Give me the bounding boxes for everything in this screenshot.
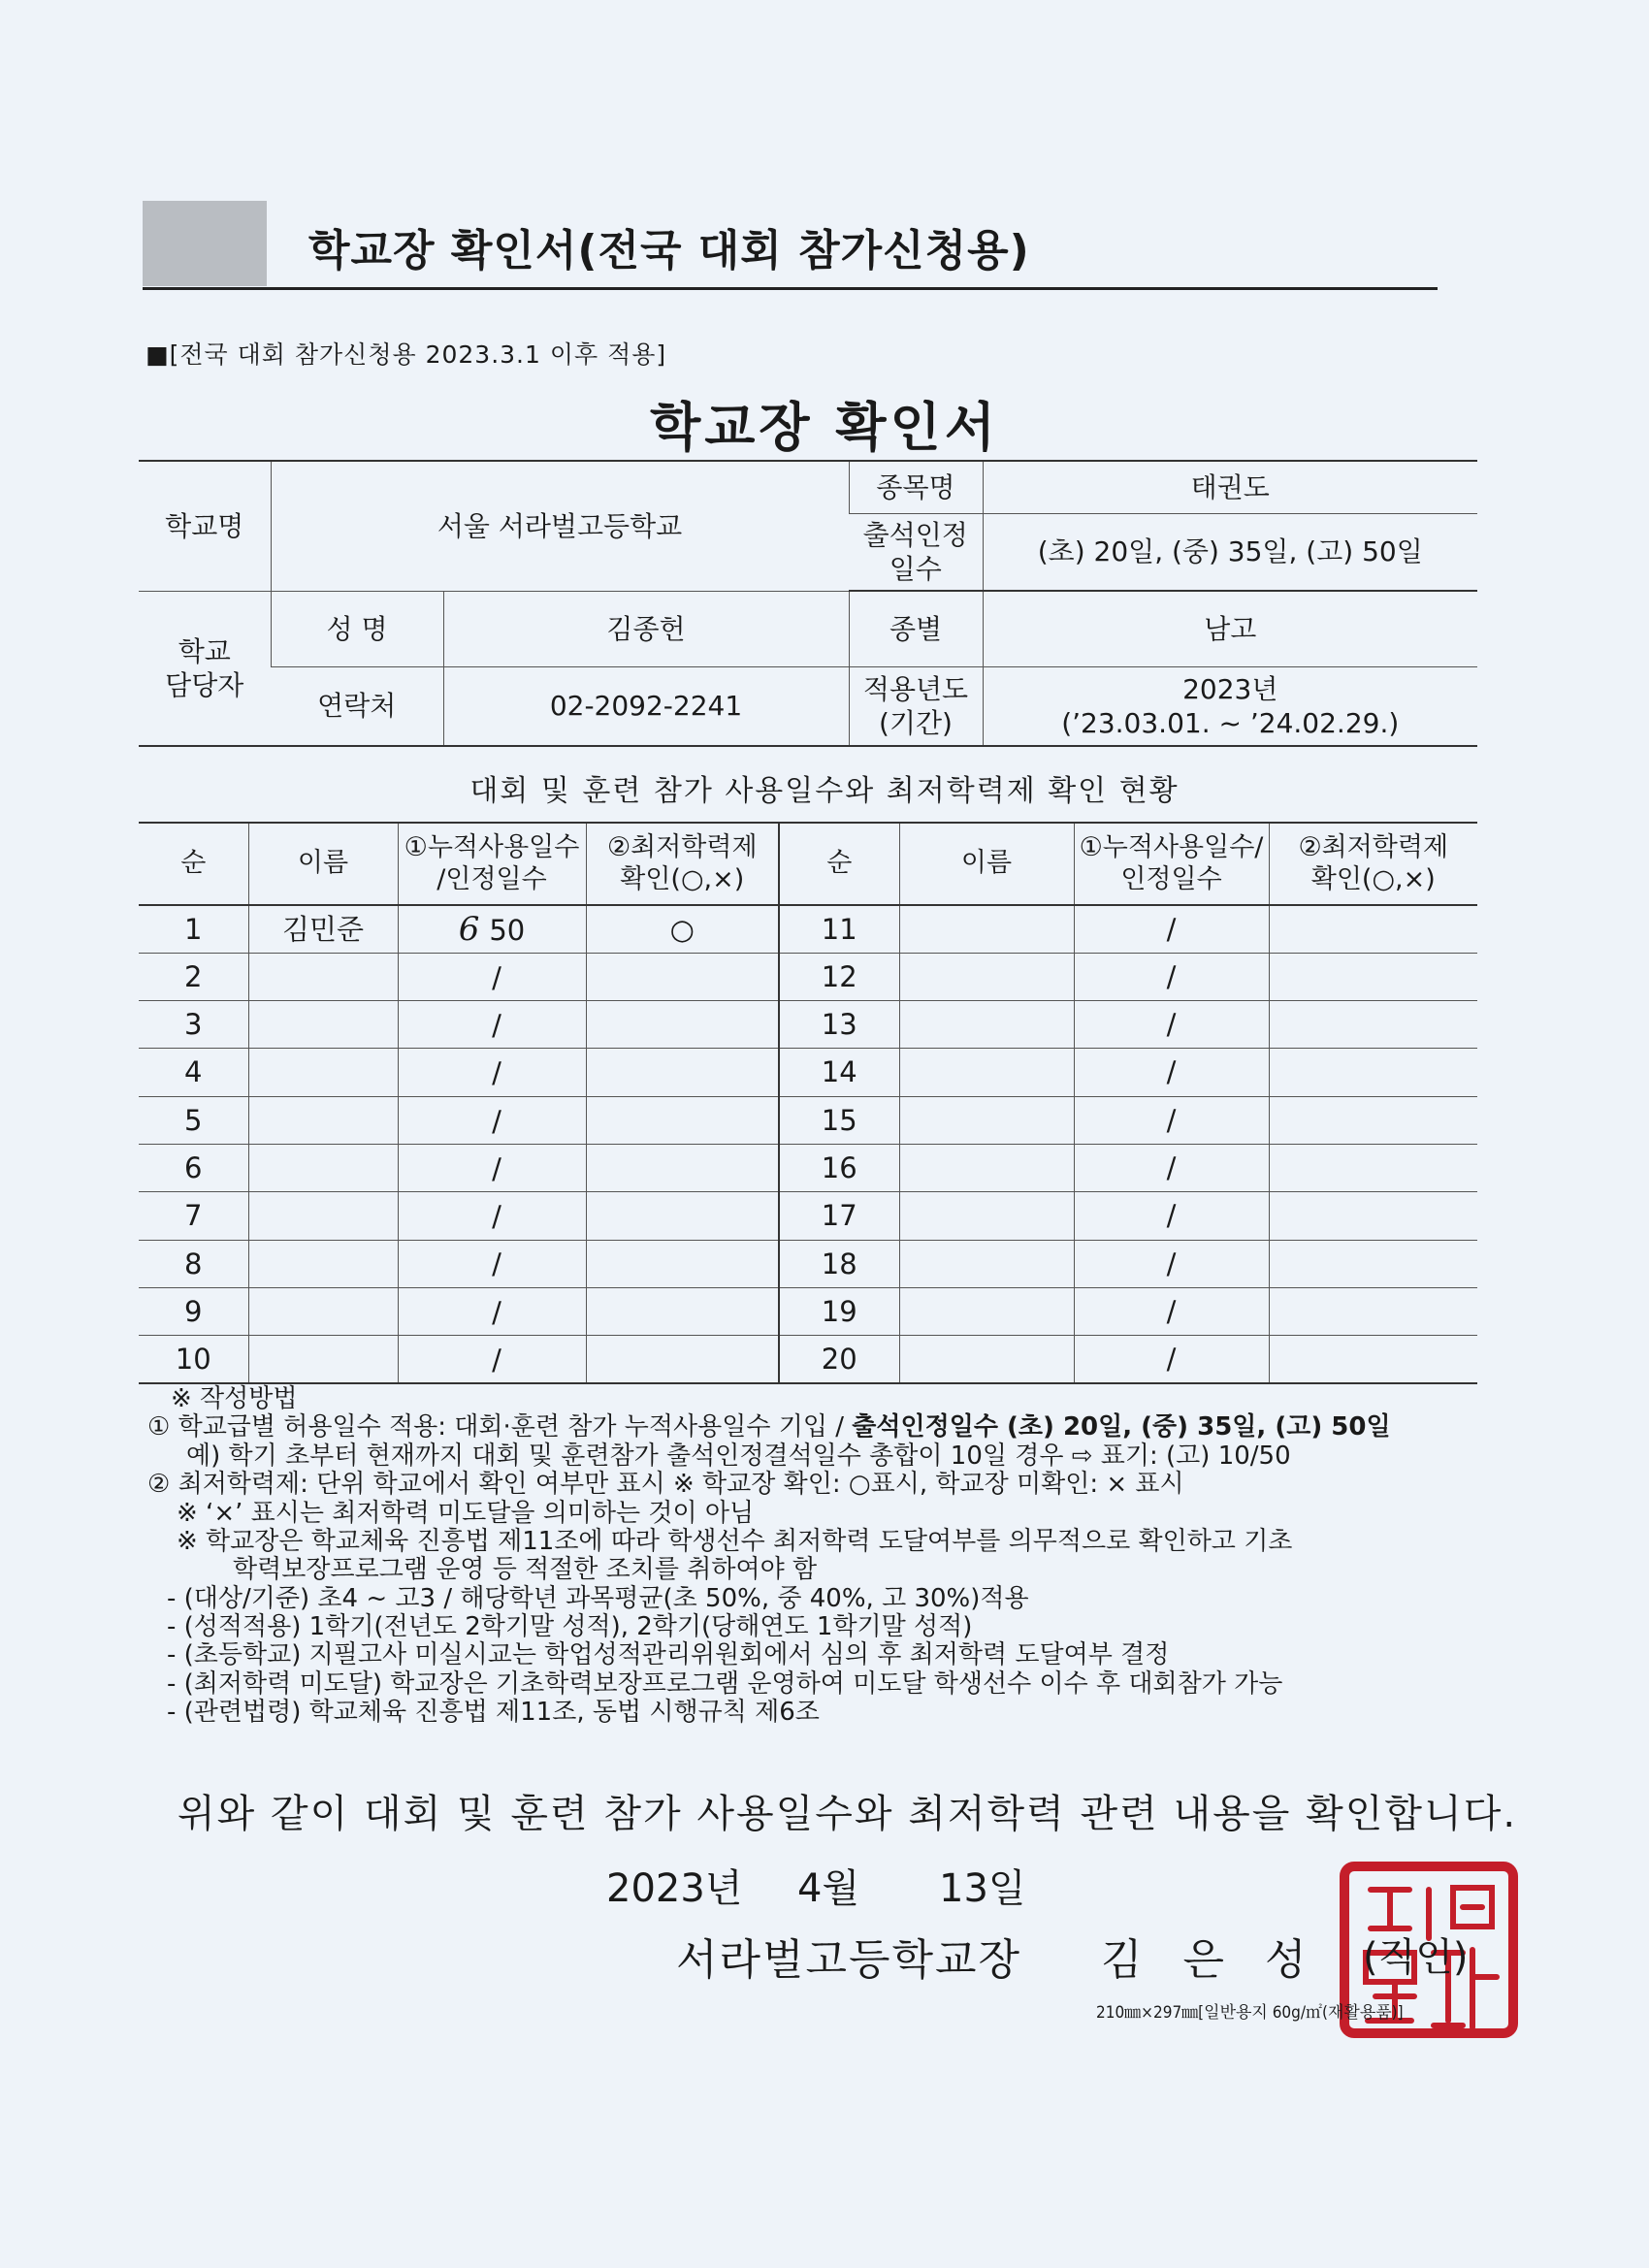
check-cell-right [1269,1336,1477,1383]
table-row [139,1049,1477,1096]
name-cell-right [899,1144,1074,1191]
attendance-label: 출석인정 일수 [849,513,983,591]
no-cell-right: 14 [779,1049,899,1096]
note-1-bold: 출석인정일수 (초) 20일, (중) 35일, (고) 50일 [852,1412,1391,1442]
no-cell-right: 16 [779,1144,899,1191]
name-cell [248,1192,398,1240]
section-heading: 대회 및 훈련 참가 사용일수와 최저학력제 확인 현황 [469,774,1180,808]
check-cell-right [1269,1096,1477,1144]
date-day: 13일 [939,1866,1026,1911]
no-cell: 1 [139,905,248,953]
no-cell: 6 [139,1144,248,1191]
note-2: ② 최저학력제: 단위 학교에서 확인 여부만 표시 ※ 학교장 확인: ○표시, 학교장 미확인: × 표시 [147,1470,1184,1500]
note-1-example: 예) 학기 초부터 현재까지 대회 및 훈련참가 출석인정결석일수 총합이 10일 경우 ⇨ 표기: (고) 10/50 [186,1441,1291,1471]
check-cell-right [1269,953,1477,1000]
days-cell-right: / [1074,1287,1269,1335]
contact-label: 연락처 [271,666,443,746]
check-cell [586,1287,779,1335]
name-cell [248,1049,398,1096]
table-row [139,1144,1477,1191]
note-2-b: ※ 학교장은 학교체육 진흥법 제11조에 따라 학생선수 최저학력 도달여부를 의무적으로 확인하고 기초 [177,1526,1293,1556]
contact-value: 02-2092-2241 [443,666,849,746]
banner-divider [143,287,1438,290]
sport-label: 종목명 [849,461,983,513]
participation-table [139,822,1477,1384]
no-cell: 10 [139,1336,248,1383]
paper-spec: 210㎜×297㎜[일반용지 60g/㎡(재활용품)] [1096,2003,1404,2023]
days-cell [398,1049,586,1096]
name-cell [248,953,398,1000]
date-month: 4월 [797,1866,860,1911]
year-cell [983,666,1477,746]
table-row [139,1287,1477,1335]
header-name: 이름 [248,823,398,905]
name-cell [248,1144,398,1191]
days-cell [398,1001,586,1049]
header-min-check-right: ②최저학력제 확인(○,×) [1269,823,1477,905]
detail-1: - (대상/기준) 초4 ~ 고3 / 해당학년 과목평균(초 50%, 중 40%, 고 30%)적용 [167,1583,1029,1613]
name-cell [248,1336,398,1383]
year-label: 적용년도 (기간) [849,666,983,746]
detail-2: - (성적적용) 1학기(전년도 2학기말 성적), 2학기(당해연도 1학기말 성적) [167,1612,973,1641]
check-cell-right [1269,1001,1477,1049]
no-cell: 3 [139,1001,248,1049]
check-cell [586,1049,779,1096]
check-cell-right [1269,905,1477,953]
days-cell-right: / [1074,1096,1269,1144]
no-cell-right: 19 [779,1287,899,1335]
no-cell: 4 [139,1049,248,1096]
days-cell-right: / [1074,1240,1269,1287]
no-cell-right: 13 [779,1001,899,1049]
applied-note: ■[전국 대회 참가신청용 2023.3.1 이후 적용] [146,340,667,369]
name-cell-right [899,1192,1074,1240]
detail-5: - (관련법령) 학교체육 진흥법 제11조, 동법 시행규칙 제6조 [167,1698,820,1728]
check-cell [586,953,779,1000]
table-row [139,1336,1477,1383]
header-name-right: 이름 [899,823,1074,905]
name-cell-right [899,1001,1074,1049]
header-days-right: ①누적사용일수/ 인정일수 [1074,823,1269,905]
sport-value: 태권도 [983,461,1477,513]
instructions [147,1385,1505,1728]
check-cell [586,1144,779,1191]
table-row [139,1192,1477,1240]
days-cell-right: / [1074,1192,1269,1240]
allowed-days: / [492,1056,501,1090]
school-value: 서울 서라벌고등학교 [271,461,849,591]
allowed-days: / [492,1151,501,1185]
no-cell-right: 20 [779,1336,899,1383]
no-cell: 5 [139,1096,248,1144]
name-label: 성 명 [271,591,443,666]
name-cell [248,1096,398,1144]
allowed-days: / [492,1343,501,1377]
no-cell: 9 [139,1287,248,1335]
manager-label: 학교 담당자 [139,591,271,746]
check-cell [586,1001,779,1049]
allowed-days: / [492,1104,501,1138]
table-row [139,1001,1477,1049]
gender-value: 남고 [983,591,1477,666]
check-cell [586,1336,779,1383]
check-cell-right [1269,1240,1477,1287]
days-cell-right: / [1074,953,1269,1000]
no-cell-right: 15 [779,1096,899,1144]
days-cell [398,1144,586,1191]
table-row [139,953,1477,1000]
table-row [139,1240,1477,1287]
header-min-check: ②최저학력제 확인(○,×) [586,823,779,905]
seal-label: (직인) [1363,1935,1469,1980]
no-cell-right: 11 [779,905,899,953]
principal-name: 김 은 성 [1101,1935,1320,1985]
check-cell: ○ [586,905,779,953]
name-cell-right [899,1049,1074,1096]
no-cell-right: 18 [779,1240,899,1287]
confirmation-text: 위와 같이 대회 및 훈련 참가 사용일수와 최저학력 관련 내용을 확인합니다. [178,1792,1518,1836]
days-cell [398,1192,586,1240]
no-cell: 7 [139,1192,248,1240]
principal-title: 서라벌고등학교장 [676,1935,1022,1985]
school-info-table [139,460,1477,747]
days-cell [398,905,586,953]
allowed-days: / [492,1200,501,1234]
no-cell-right: 17 [779,1192,899,1240]
check-cell [586,1096,779,1144]
note-2-b-cont: 학력보장프로그램 운영 등 적절한 조치를 취하여야 함 [233,1555,818,1585]
attendance-value: (초) 20일, (중) 35일, (고) 50일 [983,513,1477,591]
check-cell-right [1269,1287,1477,1335]
check-cell [586,1240,779,1287]
allowed-days: / [492,960,501,994]
detail-3: - (초등학교) 지필고사 미실시교는 학업성적관리위원회에서 심의 후 최저학력 도달여부 결정 [167,1640,1170,1670]
header-no-right: 순 [779,823,899,905]
school-label: 학교명 [139,461,271,591]
days-cell-right: / [1074,1001,1269,1049]
allowed-days: / [492,1295,501,1329]
check-cell-right [1269,1144,1477,1191]
no-cell-right: 12 [779,953,899,1000]
period-value: (’23.03.01. ~ ’24.02.29.) [1061,706,1400,739]
days-cell-right: / [1074,1336,1269,1383]
days-cell-right: / [1074,905,1269,953]
days-cell [398,1240,586,1287]
allowed-days: / [492,1247,501,1281]
name-cell-right [899,1240,1074,1287]
year-value: 2023년 [1182,672,1278,705]
note-1-text: ① 학교급별 허용일수 적용: 대회·훈련 참가 누적사용일수 기입 / [147,1412,853,1442]
allowed-days: 50 [489,913,526,947]
gender-label: 종별 [849,591,983,666]
name-cell-right [899,1287,1074,1335]
used-days-handwritten: 6 [458,909,480,949]
name-cell-right [899,905,1074,953]
detail-4: - (최저학력 미도달) 학교장은 기초학력보장프로그램 운영하여 미도달 학생선수 이수 후 대회참가 가능 [167,1669,1283,1699]
days-cell [398,953,586,1000]
name-cell: 김민준 [248,905,398,953]
table-row [139,1096,1477,1144]
allowed-days: / [492,1008,501,1042]
days-cell [398,1287,586,1335]
name-cell-right [899,953,1074,1000]
header-days: ①누적사용일수 /인정일수 [398,823,586,905]
note-2-a: ※ ‘×’ 표시는 최저학력 미도달을 의미하는 것이 아님 [177,1498,755,1528]
days-cell [398,1336,586,1383]
name-cell-right [899,1336,1074,1383]
date-year: 2023년 [606,1866,743,1911]
no-cell: 2 [139,953,248,1000]
name-cell [248,1240,398,1287]
document-title: 학교장 확인서 [650,397,999,458]
banner-title: 학교장 확인서(전국 대회 참가신청용) [308,226,1030,275]
check-cell-right [1269,1192,1477,1240]
header-no: 순 [139,823,248,905]
note-1 [147,1413,1505,1442]
name-cell-right [899,1096,1074,1144]
days-cell-right: / [1074,1049,1269,1096]
days-cell [398,1096,586,1144]
check-cell-right [1269,1049,1477,1096]
notes-heading: ※ 작성방법 [171,1384,298,1413]
name-cell [248,1001,398,1049]
days-cell-right: / [1074,1144,1269,1191]
table-row [139,905,1477,953]
banner-block [143,201,267,286]
no-cell: 8 [139,1240,248,1287]
name-cell [248,1287,398,1335]
name-value: 김종헌 [443,591,849,666]
check-cell [586,1192,779,1240]
